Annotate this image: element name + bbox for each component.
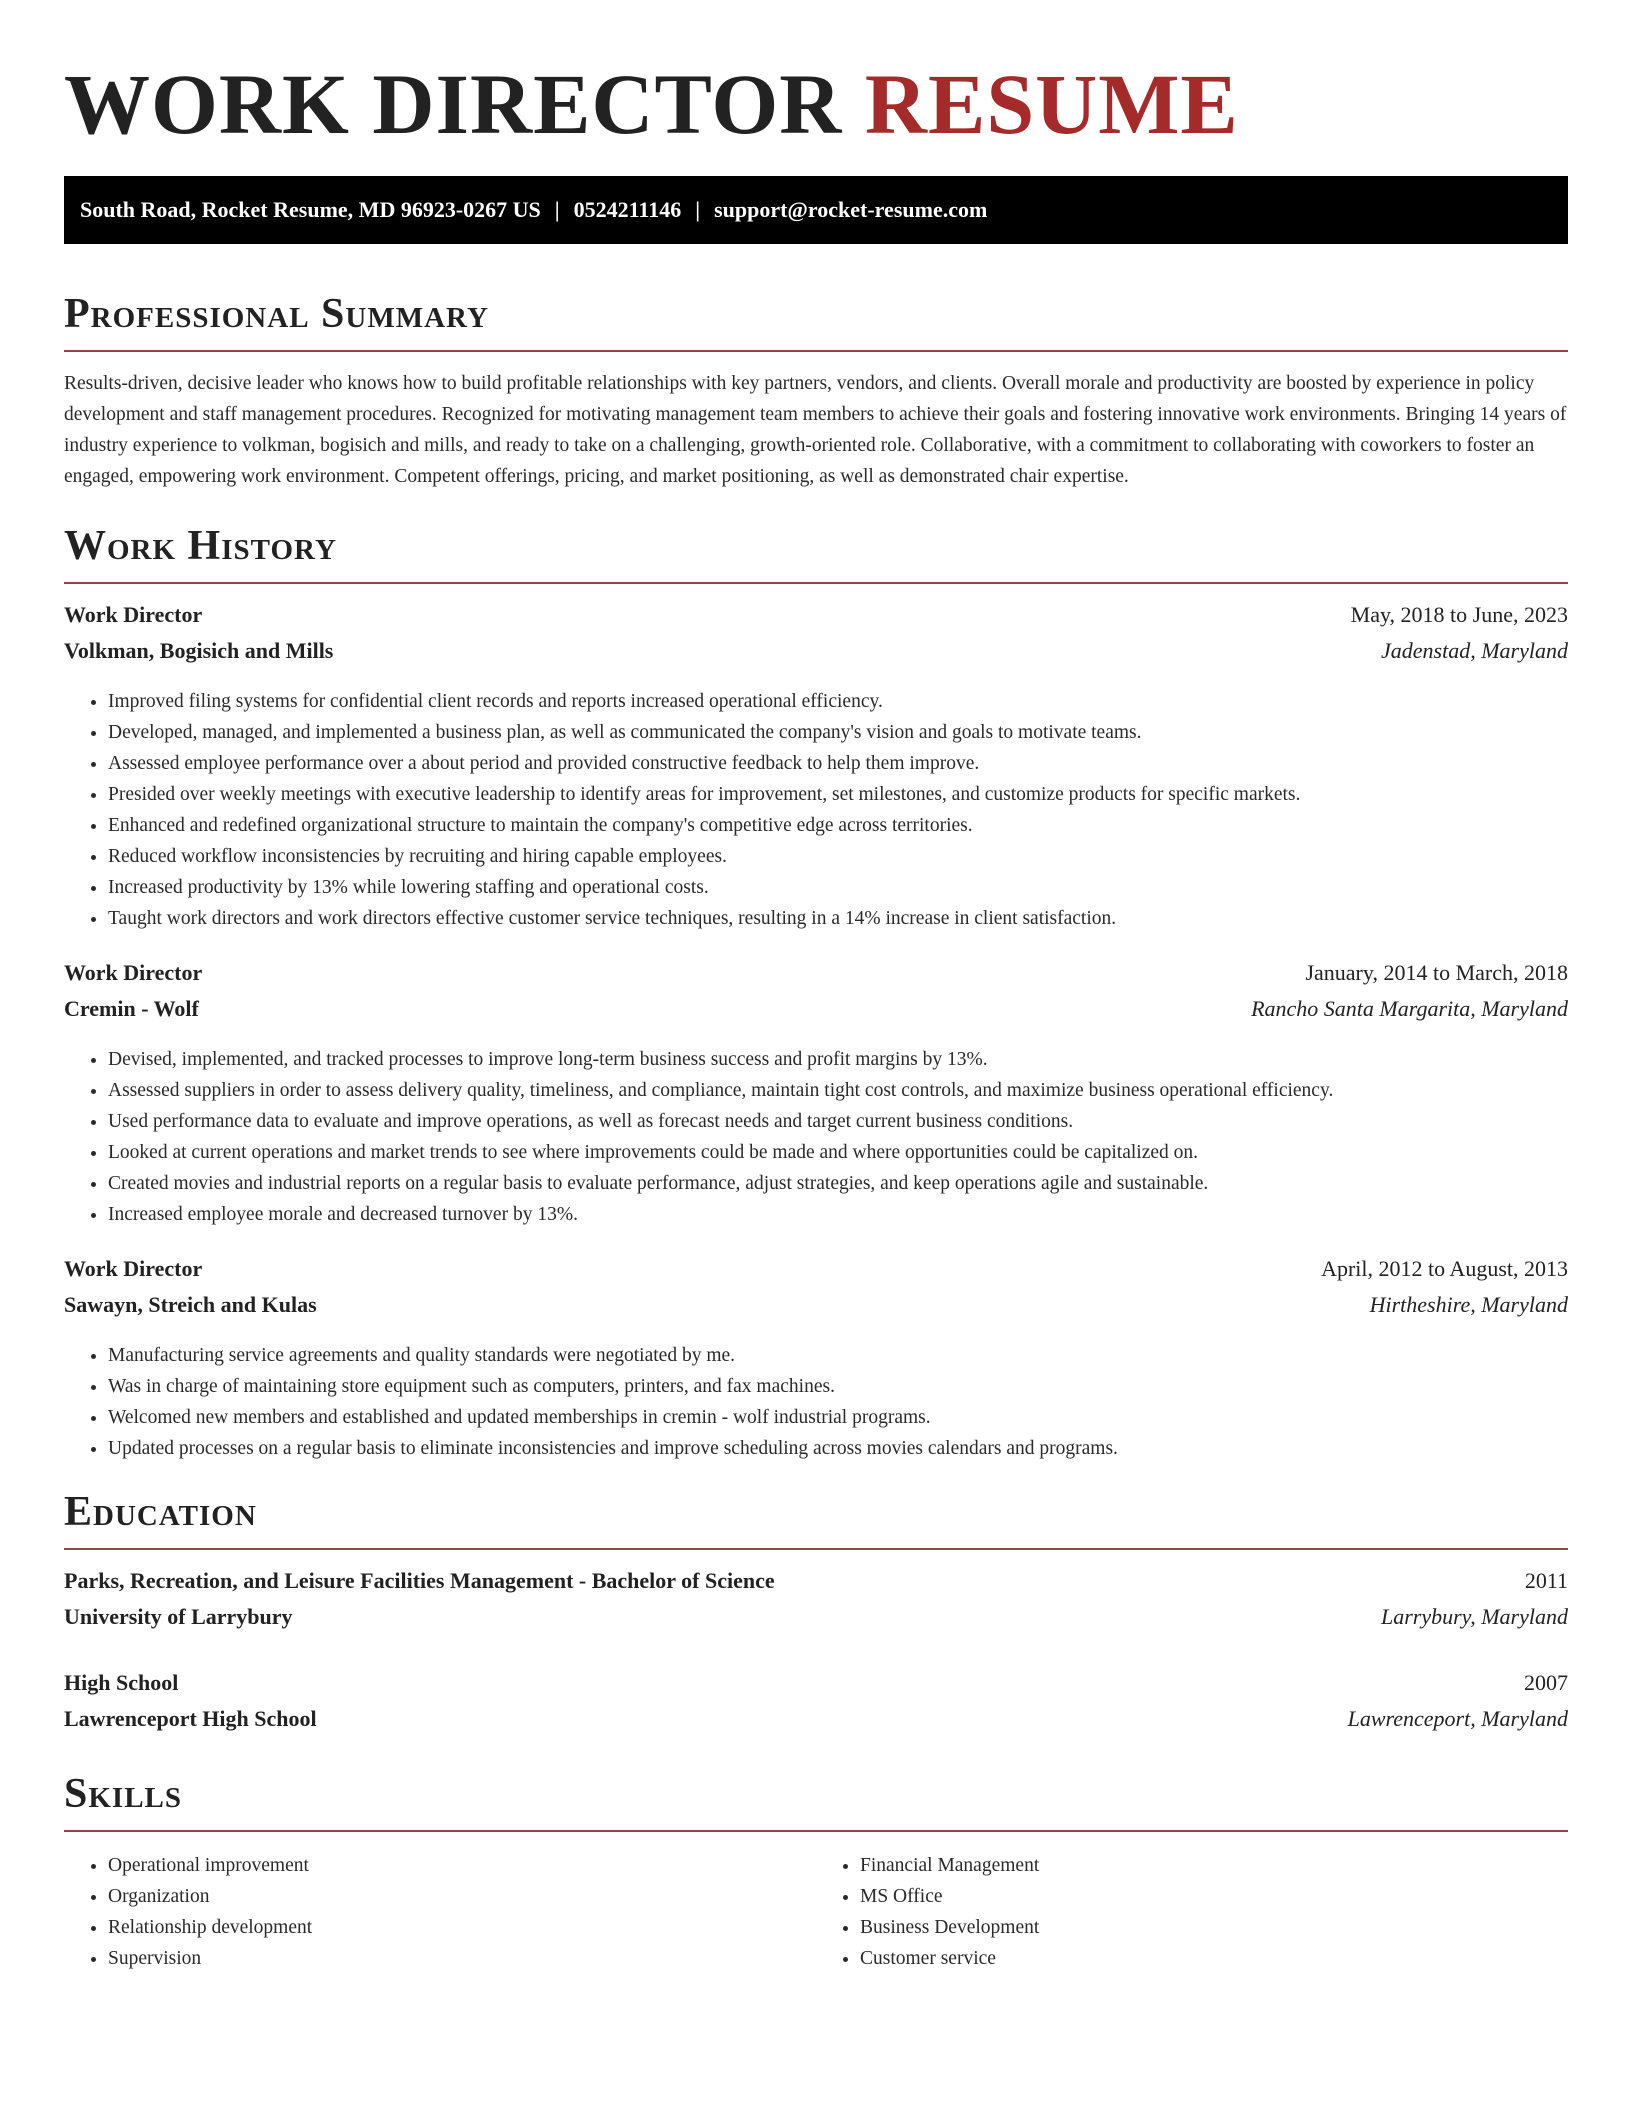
list-item: • Assessed suppliers in order to assess delivery quality, timeliness, and compliance, maintain tight cost controls, and maximize business operational efficiency.: [108, 1075, 1568, 1106]
work-history-heading: Work History: [64, 523, 337, 569]
contact-phone: 0524211146: [573, 197, 682, 222]
education-year: 2007: [1524, 1670, 1568, 1695]
contact-address: South Road, Rocket Resume, MD 96923-0267 US: [80, 197, 541, 222]
list-item: • Looked at current operations and market trends to see where improvements could be made and where opportunities could be capitalized on.: [108, 1137, 1568, 1168]
section-divider: [64, 350, 1568, 352]
contact-email: support@rocket-resume.com: [714, 197, 988, 222]
section-divider: [64, 582, 1568, 584]
job-bullets: [64, 1340, 1568, 1464]
skill-item: • Organization: [108, 1881, 816, 1912]
job-bullets: [64, 686, 1568, 934]
skill-item: • Supervision: [108, 1943, 816, 1974]
summary-heading: Professional Summary: [64, 291, 489, 337]
job-location: Jadenstad, Maryland: [1381, 638, 1568, 663]
education-location: Lawrenceport, Maryland: [1347, 1706, 1568, 1731]
title-main: WORK DIRECTOR: [64, 56, 843, 152]
skill-item: • Financial Management: [860, 1850, 1568, 1881]
list-item: • Increased employee morale and decreased turnover by 13%.: [108, 1199, 1568, 1230]
skills-columns: [64, 1850, 1568, 1974]
education-degree-row: [64, 1670, 1568, 1706]
job-dates: January, 2014 to March, 2018: [1305, 960, 1568, 985]
list-item: • Taught work directors and work directors effective customer service techniques, resulting in a 14% increase in client satisfaction.: [108, 903, 1568, 934]
job-header-row: [64, 602, 1568, 638]
list-item: • Used performance data to evaluate and improve operations, as well as forecast needs and target current business conditions.: [108, 1106, 1568, 1137]
list-item: • Assessed employee performance over a about period and provided constructive feedback to help them improve.: [108, 748, 1568, 779]
summary-section: [64, 288, 1568, 492]
title-accent: RESUME: [864, 56, 1239, 152]
education-entry: [64, 1568, 1568, 1640]
education-school: Lawrenceport High School: [64, 1706, 317, 1731]
education-school-row: [64, 1706, 1568, 1742]
list-item: • Devised, implemented, and tracked processes to improve long-term business success and profit margins by 13%.: [108, 1044, 1568, 1075]
education-degree: High School: [64, 1670, 179, 1695]
job-title: Work Director: [64, 960, 203, 985]
list-item: • Welcomed new members and established and updated memberships in cremin - wolf industrial programs.: [108, 1402, 1568, 1433]
education-school: University of Larrybury: [64, 1604, 293, 1629]
education-location: Larrybury, Maryland: [1381, 1604, 1568, 1629]
list-item: • Updated processes on a regular basis to eliminate inconsistencies and improve scheduling across movies calendars and programs.: [108, 1433, 1568, 1464]
list-item: • Reduced workflow inconsistencies by recruiting and hiring capable employees.: [108, 841, 1568, 872]
job-company-row: [64, 638, 1568, 674]
work-history-section: [64, 520, 1568, 1464]
education-heading: Education: [64, 1489, 257, 1535]
section-divider: [64, 1830, 1568, 1832]
job-company: Volkman, Bogisich and Mills: [64, 638, 334, 663]
education-year: 2011: [1524, 1568, 1568, 1593]
skills-column-right: [816, 1850, 1568, 1974]
list-item: • Increased productivity by 13% while lowering staffing and operational costs.: [108, 872, 1568, 903]
contact-separator: |: [554, 197, 560, 222]
list-item: • Presided over weekly meetings with executive leadership to identify areas for improvement, set milestones, and customize products for specific markets.: [108, 779, 1568, 810]
skill-item: • Customer service: [860, 1943, 1568, 1974]
skill-item: • Relationship development: [108, 1912, 816, 1943]
list-item: • Enhanced and redefined organizational structure to maintain the company's competitive edge across territories.: [108, 810, 1568, 841]
job-entry: [64, 960, 1568, 1230]
job-dates: April, 2012 to August, 2013: [1321, 1256, 1568, 1281]
job-location: Rancho Santa Margarita, Maryland: [1251, 996, 1568, 1021]
list-item: • Manufacturing service agreements and quality standards were negotiated by me.: [108, 1340, 1568, 1371]
job-company-row: [64, 996, 1568, 1032]
job-company-row: [64, 1292, 1568, 1328]
job-bullets: [64, 1044, 1568, 1230]
list-item: • Created movies and industrial reports on a regular basis to evaluate performance, adjust strategies, and keep operations agile and sustainable.: [108, 1168, 1568, 1199]
job-header-row: [64, 960, 1568, 996]
resume-title: [64, 0, 1568, 174]
list-item: • Developed, managed, and implemented a business plan, as well as communicated the company's vision and goals to motivate teams.: [108, 717, 1568, 748]
job-entry: [64, 1256, 1568, 1464]
job-dates: May, 2018 to June, 2023: [1350, 602, 1568, 627]
list-item: • Improved filing systems for confidential client records and reports increased operational efficiency.: [108, 686, 1568, 717]
education-degree-row: [64, 1568, 1568, 1604]
job-company: Sawayn, Streich and Kulas: [64, 1292, 317, 1317]
skill-item: • MS Office: [860, 1881, 1568, 1912]
skill-item: • Business Development: [860, 1912, 1568, 1943]
section-divider: [64, 1548, 1568, 1550]
job-entry: [64, 602, 1568, 934]
summary-text: Results-driven, decisive leader who knows how to build profitable relationships with key partners, vendors, and clients. Overall morale and productivity are boosted by experience in policy development and staff management procedures. Recognized for motivating management team members to achieve their goals and fostering innovative work environments. Bringing 14 years of industry experience to volkman, bogisich and mills, and ready to take on a challenging, growth-oriented role. Collaborative, with a commitment to collaborating with coworkers to foster an engaged, empowering work environment. Competent offerings, pricing, and market positioning, as well as demonstrated chair expertise.: [64, 373, 1567, 487]
education-entry: [64, 1670, 1568, 1742]
contact-separator: |: [695, 197, 701, 222]
contact-bar: [64, 176, 1568, 244]
education-section: [64, 1486, 1568, 1742]
skills-heading: Skills: [64, 1771, 183, 1817]
job-title: Work Director: [64, 602, 203, 627]
skills-section: [64, 1768, 1568, 1974]
job-company: Cremin - Wolf: [64, 996, 199, 1021]
job-location: Hirtheshire, Maryland: [1369, 1292, 1568, 1317]
education-degree: Parks, Recreation, and Leisure Facilities Management - Bachelor of Science: [64, 1568, 775, 1593]
skill-item: • Operational improvement: [108, 1850, 816, 1881]
skills-column-left: [64, 1850, 816, 1974]
job-header-row: [64, 1256, 1568, 1292]
job-title: Work Director: [64, 1256, 203, 1281]
list-item: • Was in charge of maintaining store equipment such as computers, printers, and fax machines.: [108, 1371, 1568, 1402]
education-school-row: [64, 1604, 1568, 1640]
